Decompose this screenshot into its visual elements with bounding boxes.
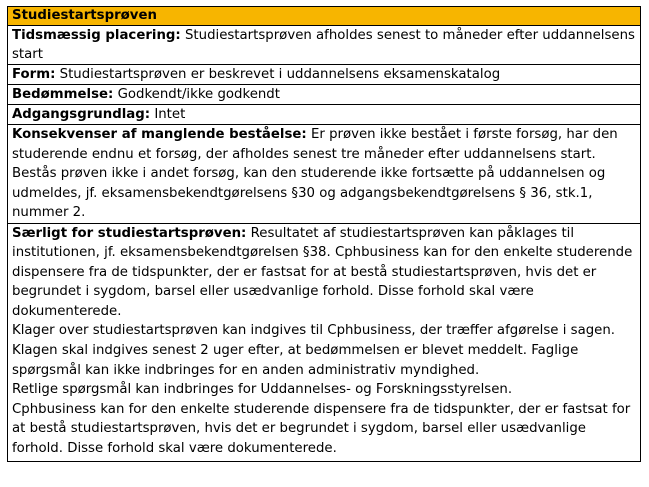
paragraph: Cphbusiness kan for den enkelte studerende dispensere fra de tidspunkter, der er fastsat for at bestå studiestartsprøven, hvis det er begrundet i sygdom, barsel eller usædvanlige forhold. Disse forhold skal være dokumenterede.: [12, 401, 631, 457]
table-row: [8, 105, 641, 125]
table-row: [8, 65, 641, 85]
row-label: Adgangsgrundlag:: [12, 107, 151, 122]
row-text: Resultatet af studiestartsprøven kan påklages til institutionen, jf. eksamensbekendtgørelsen §38. Cphbusiness kan for den enkelte studerende dispensere fra de tidspunkter, der er fastsat for at bestå studiestartsprøven, hvis det er begrundet i sygdom, barsel eller usædvanlige forhold. Disse forhold skal være dokumenterede.: [12, 225, 633, 319]
paragraph: Klager over studiestartsprøven kan indgives til Cphbusiness, der træffer afgørelse i sagen. Klagen skal indgives senest 2 uger efter, at bedømmelsen er blevet meddelt. Faglige spørgsmål kan ikke indbringes for en anden administrativ myndighed.: [12, 323, 615, 378]
studiestartsproeven-table: [7, 6, 641, 462]
row-text: Godkendt/ikke godkendt: [117, 87, 280, 102]
table-cell: [8, 26, 641, 65]
paragraph: [12, 224, 636, 322]
row-label: Bedømmelse:: [12, 87, 114, 102]
table-cell: [8, 125, 641, 224]
row-label: Tidsmæssig placering:: [12, 28, 181, 43]
table-row: [8, 26, 641, 65]
row-label: Konsekvenser af manglende beståelse:: [12, 127, 307, 142]
table-row: [8, 125, 641, 224]
row-label: Særligt for studiestartsprøven:: [12, 225, 247, 241]
row-text: Studiestartsprøven afholdes senest to måneder efter uddannelsens start: [12, 28, 635, 62]
table-cell: [8, 223, 641, 461]
table-cell: [8, 85, 641, 105]
table-row: [8, 85, 641, 105]
table-cell: [8, 105, 641, 125]
row-text: Er prøven ikke bestået i første forsøg, har den studerende endnu et forsøg, der afholdes senest tre måneder efter uddannelsens start. Bestås prøven ikke i andet forsøg, kan den studerende ikke fortsætte på uddannelsen og udmeldes, jf. eksamensbekendtgørelsens §30 og adgangsbekendtgørelsens § 36, stk.1, nummer 2.: [12, 127, 618, 220]
table-cell: [8, 65, 641, 85]
paragraph: Retlige spørgsmål kan indbringes for Uddannelses- og Forskningsstyrelsen.: [12, 382, 513, 398]
row-label: Form:: [12, 67, 56, 82]
table-row: [8, 223, 641, 461]
row-text: Studiestartsprøven er beskrevet i uddannelsens eksamenskatalog: [59, 67, 501, 82]
table-header: Studiestartsprøven: [8, 7, 641, 26]
row-text: Intet: [154, 107, 186, 122]
